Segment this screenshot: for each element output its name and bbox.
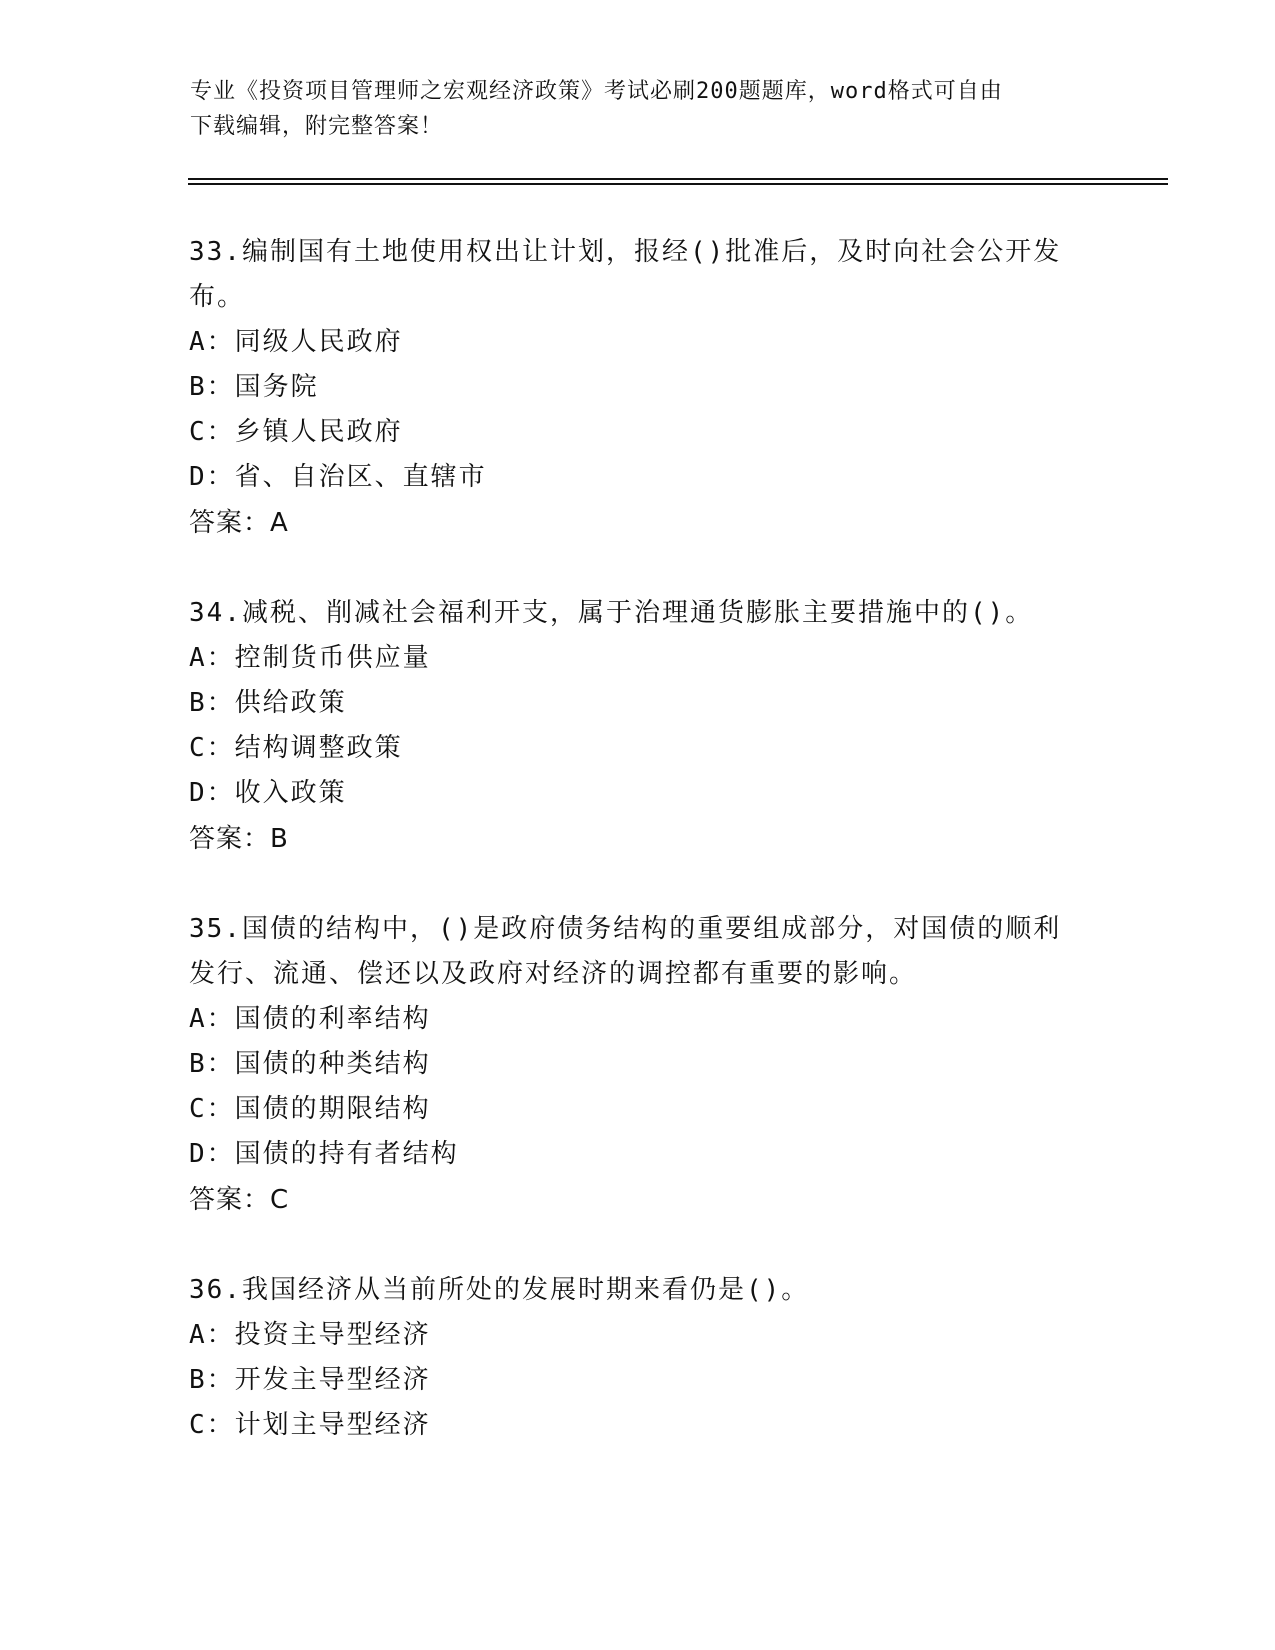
header-line-1: 专业《投资项目管理师之宏观经济政策》考试必刷200题题库，word格式可自由 xyxy=(190,79,1003,104)
question-35-option-b: B：国债的种类结构 xyxy=(189,1049,431,1079)
question-34-option-c: C：结构调整政策 xyxy=(189,733,403,763)
question-35-stem-line-2: 发行、流通、偿还以及政府对经济的调控都有重要的影响。 xyxy=(189,959,918,989)
header-line-2: 下载编辑，附完整答案！ xyxy=(190,114,444,139)
document-header xyxy=(190,74,1090,144)
question-36-option-b: B：开发主导型经济 xyxy=(189,1365,431,1395)
question-35-option-d: D：国债的持有者结构 xyxy=(189,1139,459,1169)
header-divider-top xyxy=(188,178,1168,180)
question-34-stem-line-1: 34.减税、削减社会福利开支，属于治理通货膨胀主要措施中的()。 xyxy=(189,598,1034,628)
question-33-option-b: B：国务院 xyxy=(189,372,319,402)
question-34-answer: 答案：B xyxy=(189,824,289,854)
question-35-stem-line-1: 35.国债的结构中，()是政府债务结构的重要组成部分，对国债的顺利 xyxy=(189,914,1062,944)
question-36-option-a: A：投资主导型经济 xyxy=(189,1320,431,1350)
question-35-option-a: A：国债的利率结构 xyxy=(189,1004,431,1034)
question-33-option-c: C：乡镇人民政府 xyxy=(189,417,403,447)
header-divider-bottom xyxy=(188,183,1168,185)
question-36-option-c: C：计划主导型经济 xyxy=(189,1410,431,1440)
question-33-stem-line-1: 33.编制国有土地使用权出让计划，报经()批准后，及时向社会公开发 xyxy=(189,237,1062,267)
question-33-option-d: D：省、自治区、直辖市 xyxy=(189,462,487,492)
question-33-stem-line-2: 布。 xyxy=(189,282,246,312)
question-33-answer: 答案：A xyxy=(189,508,289,538)
question-34-option-d: D：收入政策 xyxy=(189,778,347,808)
question-36-stem-line-1: 36.我国经济从当前所处的发展时期来看仍是()。 xyxy=(189,1275,810,1305)
question-34-option-a: A：控制货币供应量 xyxy=(189,643,431,673)
question-35-answer: 答案：C xyxy=(189,1185,290,1215)
question-35-option-c: C：国债的期限结构 xyxy=(189,1094,431,1124)
question-33-option-a: A：同级人民政府 xyxy=(189,327,403,357)
question-34-option-b: B：供给政策 xyxy=(189,688,347,718)
